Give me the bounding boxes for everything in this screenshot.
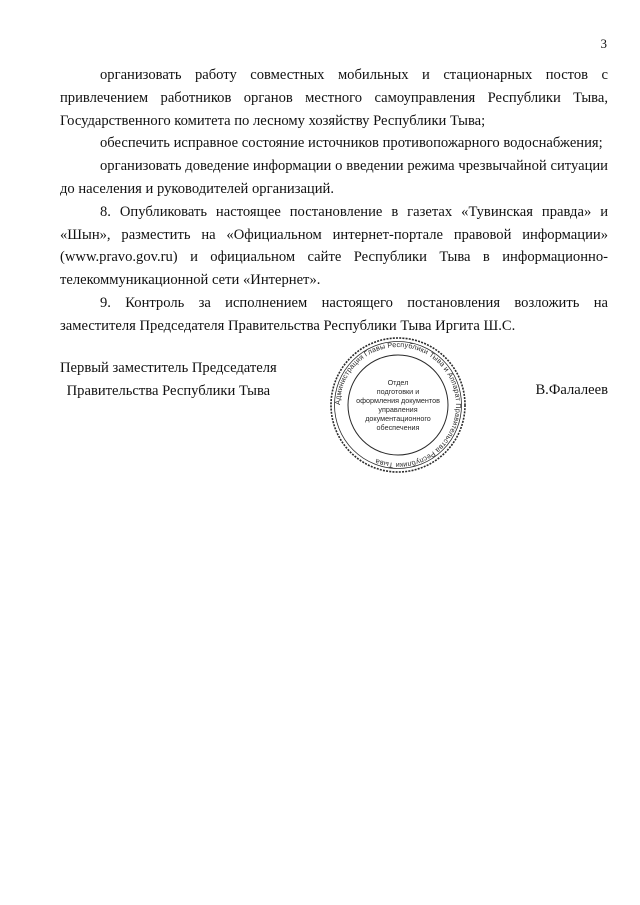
stamp-line: документационного: [365, 414, 431, 423]
official-stamp: [328, 335, 468, 475]
paragraph-item-9-control: 9. Контроль за исполнением настоящего постановления возложить на заместителя Председателя Правительства Республики Тыва Иргита Ш.С.: [60, 294, 608, 334]
page-number: 3: [600, 36, 607, 51]
signatory-position: [60, 357, 277, 403]
signatory-position-line2: Правительства Республики Тыва: [66, 382, 271, 399]
signatory-name: В.Фалалеев: [535, 382, 608, 398]
signature-block: [60, 339, 608, 477]
document-body: [60, 64, 608, 338]
paragraph-item-8-publish: 8. Опубликовать настоящее постановление в газетах «Тувинская правда» и «Шын», разместить на «Официальном интернет-портале правовой информации» (www.pravo.gov.ru) и официальном сайте Республики Тыва в информационно-телекоммуникационной сети «Интернет».: [60, 203, 608, 289]
stamp-line: подготовки и: [376, 387, 420, 396]
stamp-ring-text: Администрация Главы Республики Тыва и Аппарат Правительства Республики Тыва: [332, 339, 464, 471]
stamp-line: управления: [378, 405, 418, 414]
paragraph-emergency-info: организовать доведение информации о введении режима чрезвычайной ситуации до населения и руководителей организаций.: [60, 158, 608, 197]
paragraph-water-supply: обеспечить исправное состояние источников противопожарного водоснабжения;: [100, 135, 603, 152]
stamp-line: оформления документов: [356, 396, 440, 405]
paragraph-mobile-posts: организовать работу совместных мобильных и стационарных постов с привлечением работников органов местного самоуправления Республики Тыва, Государственного комитета по лесному хозяйству Республики Тыва;: [60, 67, 608, 129]
stamp-line: Отдел: [387, 378, 409, 387]
stamp-line: обеспечения: [376, 423, 420, 432]
signatory-position-line1: Первый заместитель Председателя: [60, 360, 277, 376]
